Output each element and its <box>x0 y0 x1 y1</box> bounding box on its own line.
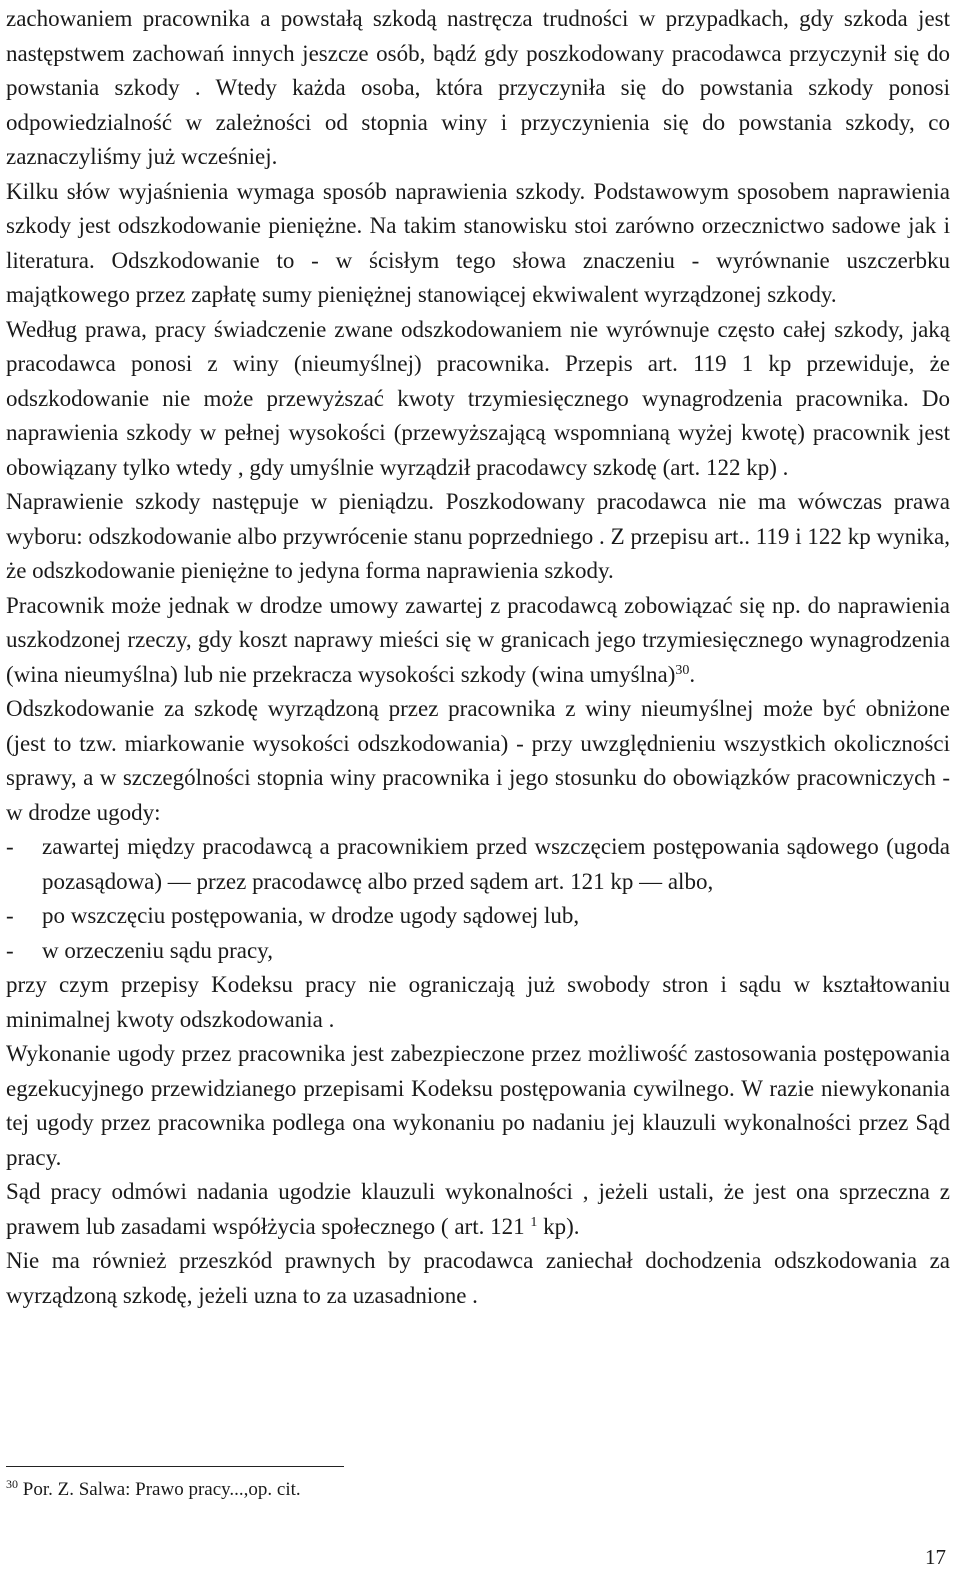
paragraph: Wykonanie ugody przez pracownika jest zabezpieczone przez możliwość zastosowania postępowania egzekucyjnego przewidzianego przepisami Kodeksu postępowania cywilnego. W razie niewykonania tej ugody przez pracownika podlega ona wykonaniu po nadaniu jej klauzuli wykonalności przez Sąd pracy. <box>6 1041 950 1170</box>
paragraph-text: Pracownik może jednak w drodze umowy zawartej z pracodawcą zobowiązać się np. do naprawienia uszkodzonej rzeczy, gdy koszt naprawy mieści się w granicach jego trzymiesięcznego wynagrodzenia (wina nieumyślna) lub nie przekracza wysokości szkody (wina umyślna) <box>6 592 950 687</box>
paragraph: Kilku słów wyjaśnienia wymaga sposób naprawienia szkody. Podstawowym sposobem naprawienia szkody jest odszkodowanie pieniężne. Na takim stanowisku stoi zarówno orzecznictwo sadowe jak i literatura. Odszkodowanie to - w ścisłym tego słowa znaczeniu - wyrównanie uszczerbku majątkowego przez zapłatę sumy pieniężnej stanowiącej ekwiwalent wyrządzonej szkody. <box>6 178 950 307</box>
paragraph: Naprawienie szkody następuje w pieniądzu. Poszkodowany pracodawca nie ma wówczas prawa wyboru: odszkodowanie albo przywrócenie stanu poprzedniego . Z przepisu art.. 119 i 122 kp wynika, że odszkodowanie pieniężne to jedyna forma naprawienia szkody. <box>6 489 950 583</box>
paragraph: Odszkodowanie za szkodę wyrządzoną przez pracownika z winy nieumyślnej może być obniżone (jest to tzw. miarkowanie wysokości odszkodowania) - przy uwzględnieniu wszystkich okoliczności sprawy, a w szczególności stopnia winy pracownika i jego stosunku do obowiązków pracowniczych - w drodze ugody: <box>6 696 950 825</box>
footnote-reference[interactable]: 30 <box>675 662 690 678</box>
footnote-number: 30 <box>6 1477 18 1491</box>
paragraph: zachowaniem pracownika a powstałą szkodą nastręcza trudności w przypadkach, gdy szkoda jest następstwem zachowań innych jeszcze osób, bądź gdy poszkodowany pracodawca przyczynił się do powstania szkody . Wtedy każda osoba, która przyczyniła się do powstania szkody ponosi odpowiedzialność w zależności od stopnia winy i przyczynienia się do powstania szkody, co zaznaczyliśmy już wcześniej. <box>6 6 950 169</box>
footnote-text: Por. Z. Salwa: Prawo pracy...,op. cit. <box>22 1479 301 1500</box>
paragraph: przy czym przepisy Kodeksu pracy nie ograniczają już swobody stron i sądu w kształtowaniu minimalnej kwoty odszkodowania . <box>6 972 950 1032</box>
dash-marker: - <box>6 937 14 963</box>
paragraph-end: . <box>689 661 696 687</box>
page-number: 17 <box>925 1545 946 1569</box>
paragraph <box>6 589 950 693</box>
body-text <box>6 2 950 1313</box>
paragraph <box>6 1175 950 1244</box>
list-item-text: zawartej między pracodawcą a pracownikiem przed wszczęciem postępowania sądowego (ugoda pozasądowa) ― przez pracodawcę albo przed sądem art. 121 kp ― albo, <box>42 834 950 894</box>
list-item <box>6 830 950 899</box>
paragraph: Według prawa, pracy świadczenie zwane odszkodowaniem nie wyrównuje często całej szkody, jaką pracodawca ponosi z winy (nieumyślnej) pracownika. Przepis art. 119 1 kp przewiduje, że odszkodowanie nie może przewyższać kwoty trzymiesięcznego wynagrodzenia pracownika. Do naprawienia szkody w pełnej wysokości (przewyższającą wspomnianą wyżej kwotę) pracownik jest obowiązany tylko wtedy , gdy umyślnie wyrządził pracodawcy szkodę (art. 122 kp) . <box>6 316 950 480</box>
dash-marker: - <box>6 834 14 859</box>
list-item <box>6 899 950 934</box>
list-item <box>6 934 950 969</box>
dash-marker: - <box>6 903 14 928</box>
footnote <box>6 1477 301 1503</box>
footnote-separator <box>6 1466 344 1467</box>
list-item-text: w orzeczeniu sądu pracy, <box>42 937 273 963</box>
superscript: 1 <box>530 1214 538 1230</box>
bullet-list <box>6 830 950 968</box>
list-item-text: po wszczęciu postępowania, w drodze ugody sądowej lub, <box>42 903 580 928</box>
paragraph-text: Sąd pracy odmówi nadania ugodzie klauzuli wykonalności , jeżeli ustali, że jest ona sprzeczna z prawem lub zasadami współżycia społecznego ( art. 121 <box>6 1179 950 1239</box>
paragraph-end: kp). <box>543 1213 580 1239</box>
paragraph: Nie ma również przeszkód prawnych by pracodawca zaniechał dochodzenia odszkodowania za wyrządzoną szkodę, jeżeli uzna to za uzasadnione . <box>6 1248 950 1308</box>
